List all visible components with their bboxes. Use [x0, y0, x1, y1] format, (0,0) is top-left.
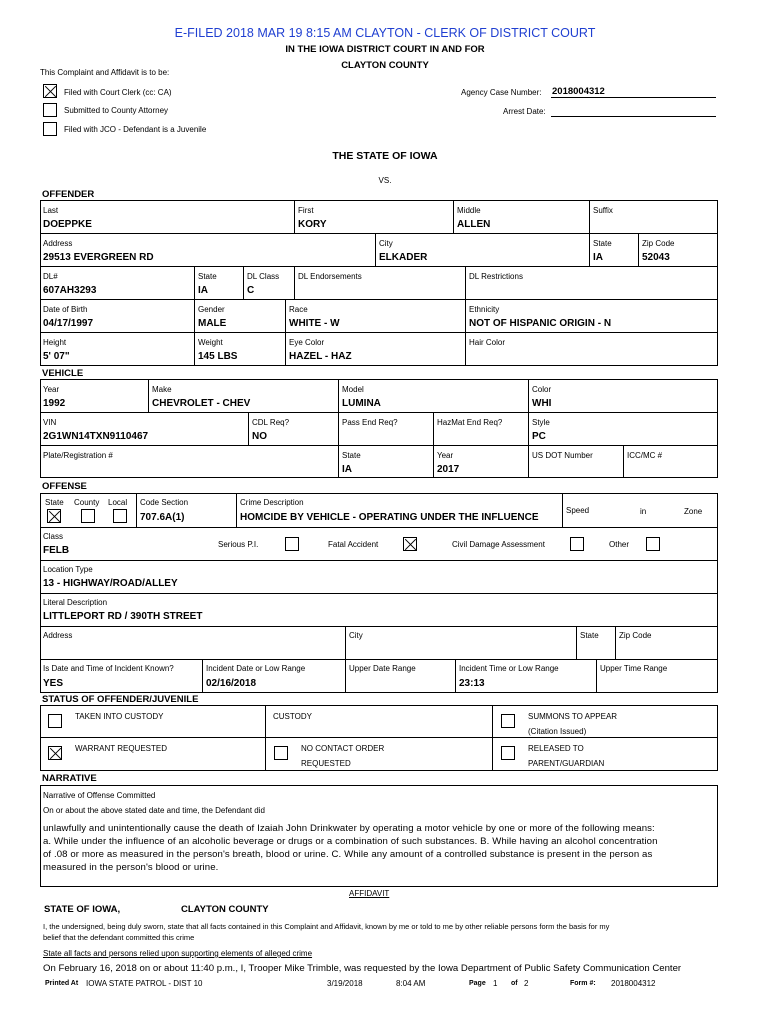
- reg-state-label: State: [342, 451, 361, 460]
- oath-line-1: I, the undersigned, being duly sworn, state that all facts contained in this Complaint and Affidavit, known by me or told to me by other reliable persons form the basis for my: [43, 922, 610, 931]
- veh-model-value: LUMINA: [342, 398, 381, 409]
- filed-clerk-label: Filed with Court Clerk (cc: CA): [64, 88, 172, 97]
- summons-checkbox[interactable]: [501, 714, 515, 728]
- no-contact-requested-label: REQUESTED: [301, 759, 351, 768]
- facts-line: On February 16, 2018 on or about 11:40 p.m., I, Trooper Mike Trimble, was requested by the Iowa Department of Public Safety Communication Center: [43, 963, 682, 974]
- no-contact-checkbox[interactable]: [274, 746, 288, 760]
- affidavit-county: CLAYTON COUNTY: [181, 904, 269, 915]
- vs-label: VS.: [378, 176, 392, 185]
- dl-state-value: IA: [198, 285, 208, 296]
- zip-label: Zip Code: [642, 239, 675, 248]
- offense-section-title: OFFENSE: [42, 481, 87, 492]
- form-number: 2018004312: [611, 979, 656, 988]
- height-label: Height: [43, 338, 67, 347]
- civil-damage-label: Civil Damage Assessment: [452, 540, 545, 549]
- fatal-accident-label: Fatal Accident: [328, 540, 379, 549]
- dl-endorse-label: DL Endorsements: [298, 272, 362, 281]
- incident-state-label: State: [580, 631, 599, 640]
- complaint-intro: This Complaint and Affidavit is to be:: [40, 68, 170, 77]
- narrative-section-title: NARRATIVE: [42, 773, 97, 784]
- class-label: Class: [43, 532, 64, 541]
- last-name-label: Last: [43, 206, 59, 215]
- custody-label: CUSTODY: [273, 712, 312, 721]
- narrative-line-1: unlawfully and unintentionally cause the death of Izaiah John Drinkwater by operating a motor vehicle by one or more of the following means:: [43, 823, 655, 834]
- efiled-stamp: E-FILED 2018 MAR 19 8:15 AM CLAYTON - CLERK OF DISTRICT COURT: [174, 26, 596, 40]
- page-number: 1: [493, 979, 498, 988]
- state-label: State: [593, 239, 612, 248]
- county-attorney-label: Submitted to County Attorney: [64, 106, 169, 115]
- offense-local-checkbox[interactable]: [113, 509, 127, 523]
- zone-label: Zone: [684, 507, 703, 516]
- agency-case-number: 2018004312: [552, 86, 605, 97]
- no-contact-label: NO CONTACT ORDER: [301, 744, 385, 753]
- serious-pi-label: Serious P.I.: [218, 540, 259, 549]
- agency-case-label: Agency Case Number:: [461, 88, 542, 97]
- other-label: Other: [609, 540, 630, 549]
- offense-state-checkbox[interactable]: [47, 509, 61, 523]
- print-date: 3/19/2018: [327, 979, 363, 988]
- speed-in-label: in: [640, 507, 647, 516]
- veh-make-label: Make: [152, 385, 172, 394]
- height-value: 5' 07": [43, 351, 70, 362]
- weight-label: Weight: [198, 338, 223, 347]
- style-label: Style: [532, 418, 550, 427]
- middle-name-label: Middle: [457, 206, 481, 215]
- code-section-value: 707.6A(1): [140, 512, 185, 523]
- ethnicity-label: Ethnicity: [469, 305, 500, 314]
- date-known-label: Is Date and Time of Incident Known?: [43, 664, 174, 673]
- arrest-date-label: Arrest Date:: [503, 107, 546, 116]
- county-attorney-checkbox[interactable]: [43, 103, 57, 117]
- dl-class-label: DL Class: [247, 272, 280, 281]
- class-value: FELB: [43, 545, 70, 556]
- printed-at-label: Printed At: [45, 980, 79, 987]
- ethnicity-value: NOT OF HISPANIC ORIGIN - N: [469, 318, 612, 329]
- incident-city-label: City: [349, 631, 363, 640]
- dl-value: 607AH3293: [43, 285, 97, 296]
- veh-year-value: 1992: [43, 398, 66, 409]
- pass-label: Pass End Req?: [342, 418, 398, 427]
- city-label: City: [379, 239, 393, 248]
- state-value: IA: [593, 252, 603, 263]
- vehicle-section-title: VEHICLE: [42, 368, 84, 379]
- reg-year-label: Year: [437, 451, 454, 460]
- oath-line-2: belief that the defendant committed this crime: [43, 933, 195, 942]
- vin-label: VIN: [43, 418, 57, 427]
- veh-color-value: WHI: [532, 398, 552, 409]
- released-label: RELEASED TO: [528, 744, 584, 753]
- race-label: Race: [289, 305, 308, 314]
- city-value: ELKADER: [379, 252, 428, 263]
- affidavit-state: STATE OF IOWA,: [44, 904, 121, 915]
- jco-checkbox[interactable]: [43, 122, 57, 136]
- dl-state-label: State: [198, 272, 217, 281]
- style-value: PC: [532, 431, 546, 442]
- taken-custody-label: TAKEN INTO CUSTODY: [75, 712, 164, 721]
- narrative-line-4: measured in the person's blood or urine.: [43, 862, 219, 873]
- vehicle-box: [40, 379, 718, 478]
- released-checkbox[interactable]: [501, 746, 515, 760]
- narrative-line-2: a. While under the influence of an alcoholic beverage or drugs or a combination of such substances. B. While having an alcohol concentration: [43, 836, 658, 847]
- offender-section-title: OFFENDER: [42, 189, 95, 200]
- dob-label: Date of Birth: [43, 305, 88, 314]
- time-low-label: Incident Time or Low Range: [459, 664, 559, 673]
- eye-value: HAZEL - HAZ: [289, 351, 352, 362]
- other-checkbox[interactable]: [646, 537, 660, 551]
- race-value: WHITE - W: [289, 318, 340, 329]
- location-type-label: Location Type: [43, 565, 93, 574]
- last-name-value: DOEPPKE: [43, 219, 92, 230]
- warrant-label: WARRANT REQUESTED: [75, 744, 168, 753]
- literal-desc-label: Literal Description: [43, 598, 108, 607]
- crime-desc-value: HOMCIDE BY VEHICLE - OPERATING UNDER THE INFLUENCE: [240, 512, 539, 523]
- serious-pi-checkbox[interactable]: [285, 537, 299, 551]
- print-time: 8:04 AM: [396, 979, 426, 988]
- narrative-intro: On or about the above stated date and time, the Defendant did: [43, 806, 265, 815]
- dob-value: 04/17/1997: [43, 318, 94, 329]
- citation-issued-label: (Citation Issued): [528, 727, 587, 736]
- veh-year-label: Year: [43, 385, 60, 394]
- veh-model-label: Model: [342, 385, 364, 394]
- taken-custody-checkbox[interactable]: [48, 714, 62, 728]
- status-section-title: STATUS OF OFFENDER/JUVENILE: [42, 694, 199, 705]
- facts-label: State all facts and persons relied upon supporting elements of alleged crime: [43, 949, 313, 958]
- page-count: 2: [524, 979, 529, 988]
- location-type-value: 13 - HIGHWAY/ROAD/ALLEY: [43, 578, 178, 589]
- offense-county-checkbox[interactable]: [81, 509, 95, 523]
- time-up-label: Upper Time Range: [600, 664, 668, 673]
- weight-value: 145 LBS: [198, 351, 238, 362]
- vin-value: 2G1WN14TXN9110467: [43, 431, 149, 442]
- incident-zip-label: Zip Code: [619, 631, 652, 640]
- offense-state-label: State: [45, 498, 64, 507]
- filed-clerk-checkbox[interactable]: [43, 84, 57, 98]
- date-up-label: Upper Date Range: [349, 664, 416, 673]
- page-label: Page: [469, 980, 486, 987]
- narrative-line-3: of .08 or more as measured in the person's breath, blood or urine. C. While any amount of a controlled substance is present in the person as: [43, 849, 653, 860]
- address-label: Address: [43, 239, 73, 248]
- eye-label: Eye Color: [289, 338, 325, 347]
- gender-value: MALE: [198, 318, 227, 329]
- reg-year-value: 2017: [437, 464, 460, 475]
- incident-address-label: Address: [43, 631, 73, 640]
- cdl-label: CDL Req?: [252, 418, 290, 427]
- summons-label: SUMMONS TO APPEAR: [528, 712, 618, 721]
- court-line-2: CLAYTON COUNTY: [341, 60, 429, 71]
- narrative-label: Narrative of Offense Committed: [43, 791, 156, 800]
- offense-local-label: Local: [108, 498, 128, 507]
- hazmat-label: HazMat End Req?: [437, 418, 503, 427]
- plate-label: Plate/Registration #: [43, 451, 113, 460]
- offense-county-label: County: [74, 498, 100, 507]
- hair-label: Hair Color: [469, 338, 506, 347]
- first-name-value: KORY: [298, 219, 327, 230]
- dl-restrict-label: DL Restrictions: [469, 272, 523, 281]
- time-low-value: 23:13: [459, 678, 485, 689]
- crime-desc-label: Crime Description: [240, 498, 304, 507]
- usdot-label: US DOT Number: [532, 451, 593, 460]
- address-value: 29513 EVERGREEN RD: [43, 252, 154, 263]
- cdl-value: NO: [252, 431, 267, 442]
- code-section-label: Code Section: [140, 498, 189, 507]
- dl-class-value: C: [247, 285, 255, 296]
- date-low-value: 02/16/2018: [206, 678, 257, 689]
- date-known-value: YES: [43, 678, 64, 689]
- jco-label: Filed with JCO - Defendant is a Juvenile: [64, 125, 207, 134]
- suffix-label: Suffix: [593, 206, 613, 215]
- court-line-1: IN THE IOWA DISTRICT COURT IN AND FOR: [285, 44, 485, 55]
- of-label: of: [511, 980, 518, 987]
- first-name-label: First: [298, 206, 314, 215]
- dl-label: DL#: [43, 272, 58, 281]
- civil-damage-checkbox[interactable]: [570, 537, 584, 551]
- reg-state-value: IA: [342, 464, 352, 475]
- speed-label: Speed: [566, 506, 590, 515]
- date-low-label: Incident Date or Low Range: [206, 664, 306, 673]
- parent-guardian-label: PARENT/GUARDIAN: [528, 759, 605, 768]
- literal-desc-value: LITTLEPORT RD / 390TH STREET: [43, 611, 203, 622]
- iccmc-label: ICC/MC #: [627, 451, 663, 460]
- fatal-accident-checkbox[interactable]: [403, 537, 417, 551]
- veh-make-value: CHEVROLET - CHEV: [152, 398, 251, 409]
- zip-value: 52043: [642, 252, 670, 263]
- veh-color-label: Color: [532, 385, 552, 394]
- affidavit-title: AFFIDAVIT: [349, 889, 390, 898]
- offender-box: [40, 200, 718, 366]
- form-label: Form #:: [570, 980, 596, 987]
- state-title: THE STATE OF IOWA: [332, 150, 438, 162]
- middle-name-value: ALLEN: [457, 219, 491, 230]
- printed-at-value: IOWA STATE PATROL - DIST 10: [86, 979, 203, 988]
- warrant-checkbox[interactable]: [48, 746, 62, 760]
- gender-label: Gender: [198, 305, 225, 314]
